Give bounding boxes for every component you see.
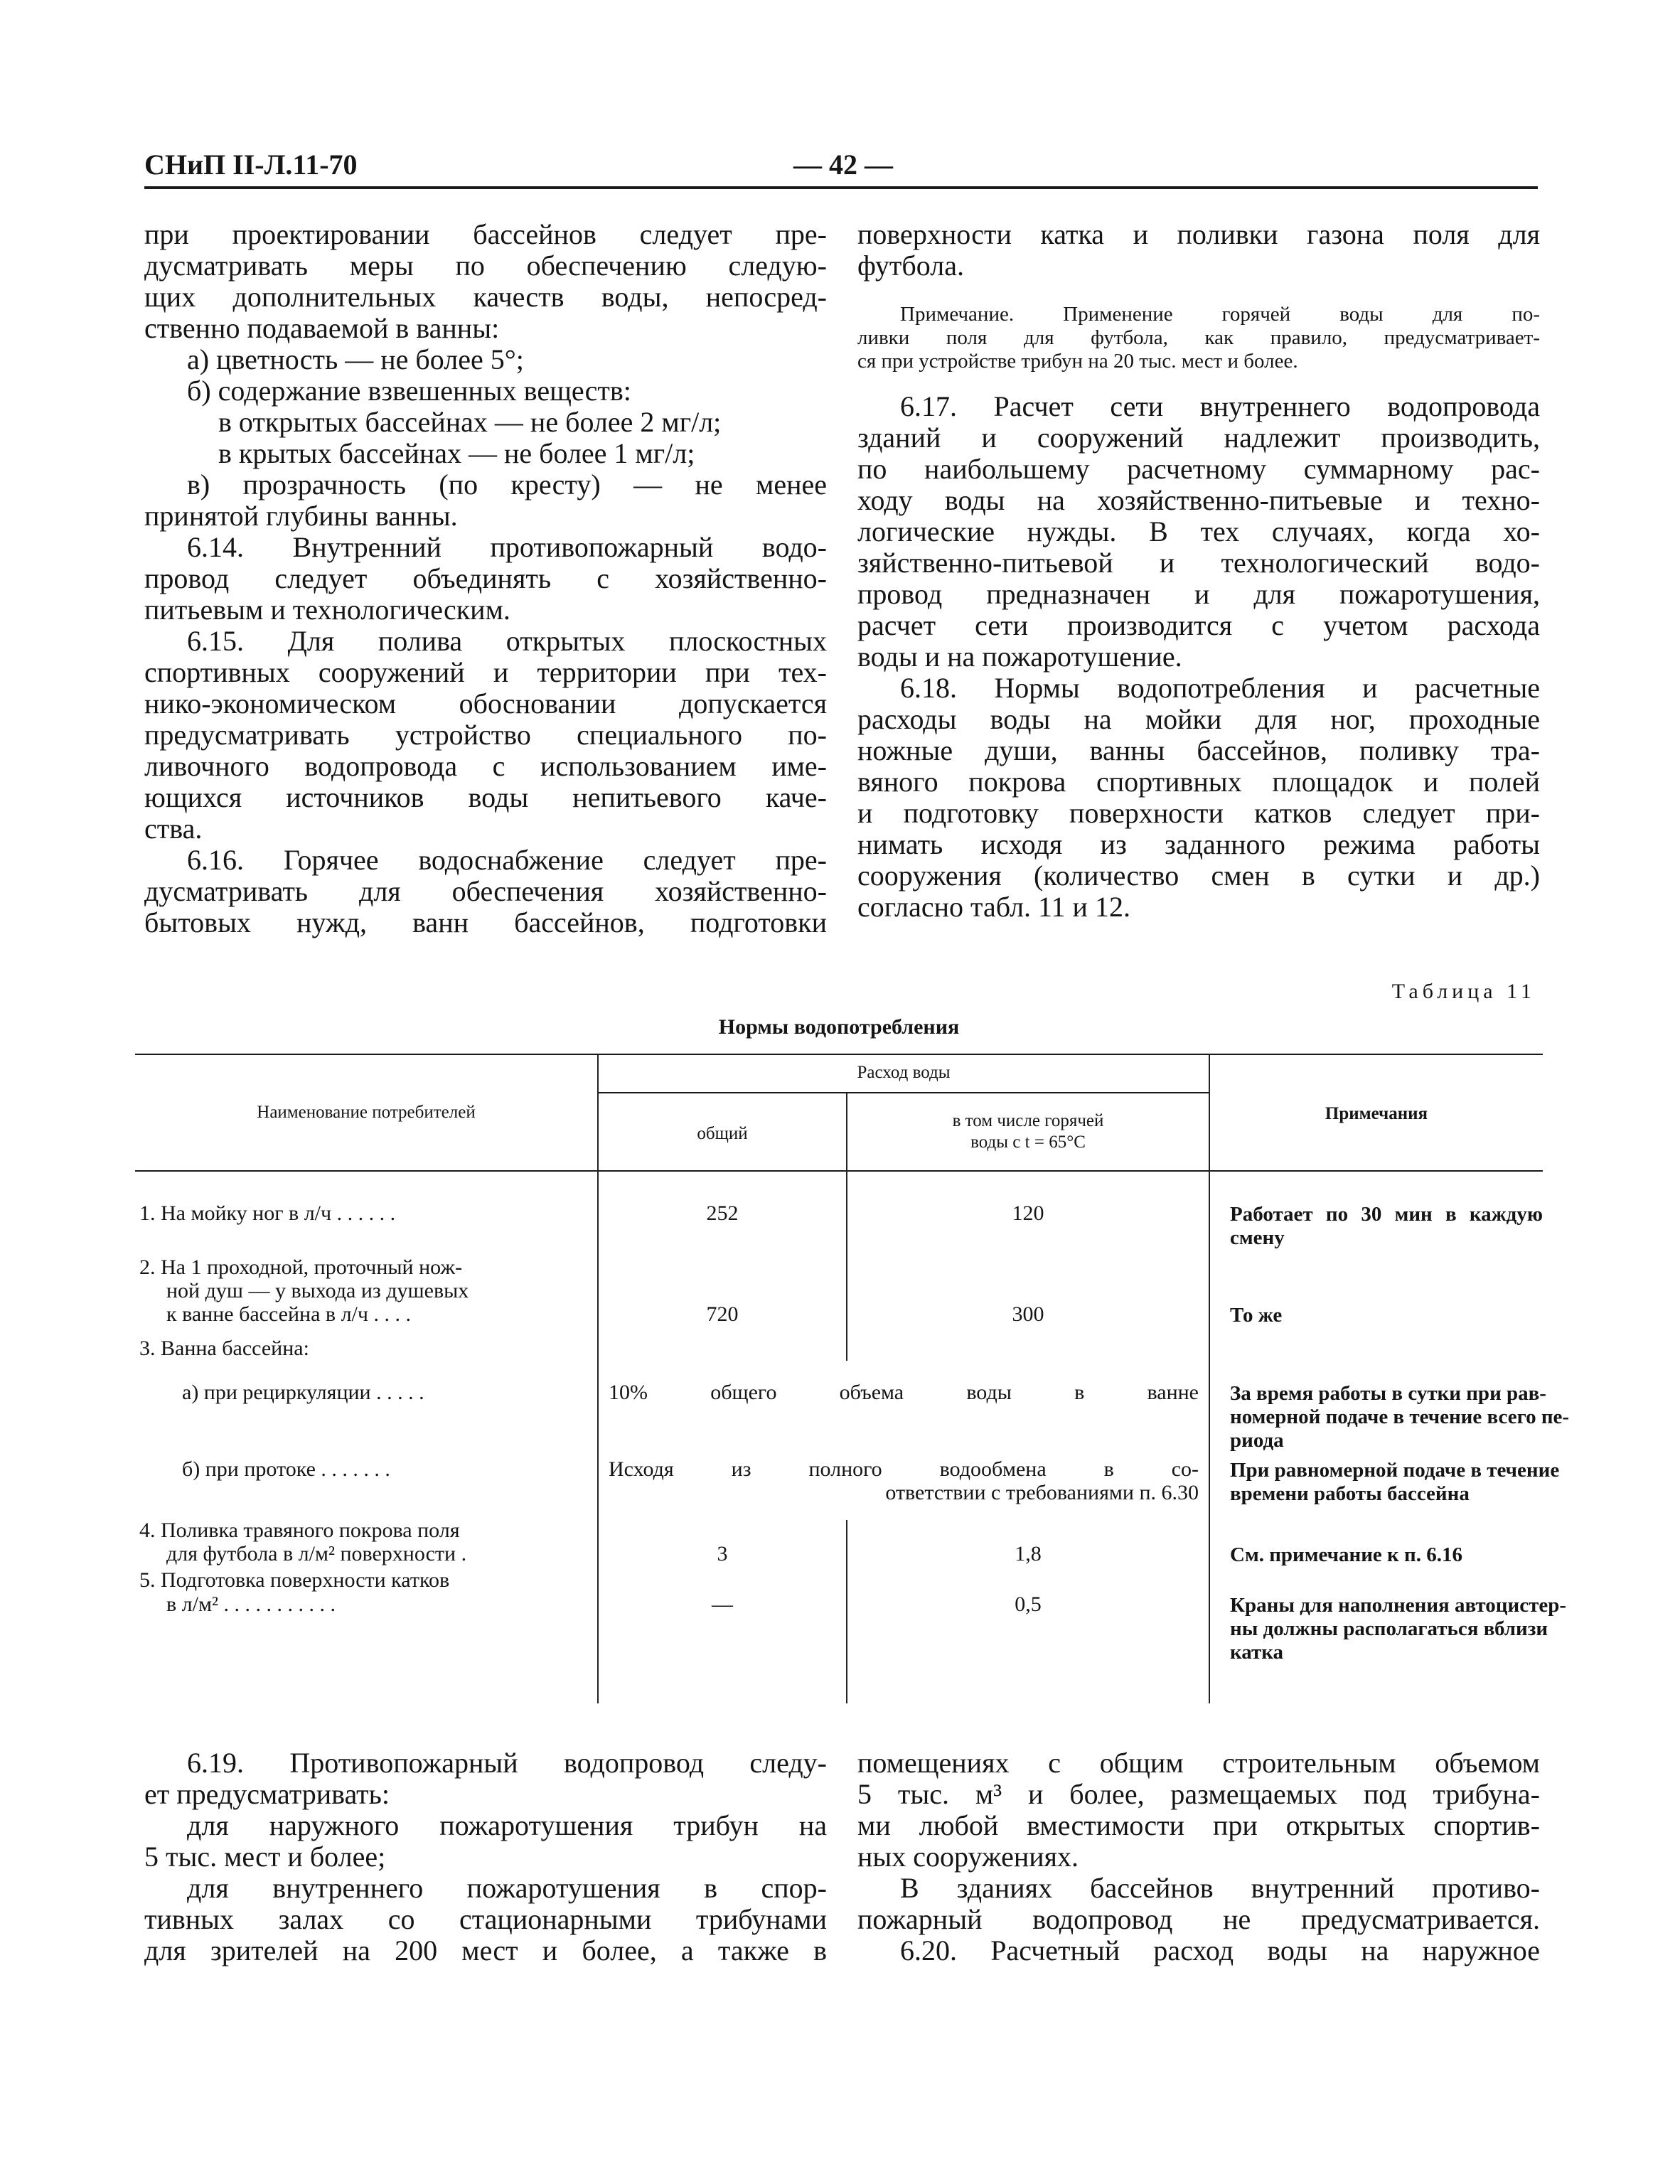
text-line: пожарный водопровод не предусматривается. <box>857 1903 1540 1935</box>
row1-note1: Работает по 30 мин в каждую <box>1230 1203 1543 1226</box>
section-6-20-heading: 6.20. Расчетный расход воды на наружное <box>900 1934 1540 1966</box>
document-code: СНиП II-Л.11-70 <box>144 149 358 181</box>
text-line: 5 тыс. мест и более; <box>144 1841 386 1873</box>
text-line: и подготовку поверхности катков следует при- <box>857 797 1540 829</box>
section-6-17-heading: 6.17. Расчет сети внутреннего водопровода <box>900 390 1540 422</box>
note-line: ливки поля для футбола, как правило, предусматривает- <box>857 326 1540 349</box>
text-line: ножные души, ванны бассейнов, поливку тра- <box>857 734 1540 766</box>
text-line: ми любой вместимости при открытых спортив- <box>857 1809 1540 1841</box>
text-line: вяного покрова спортивных площадок и полей <box>857 766 1540 798</box>
row3b-flow1: Исходя из полного водообмена в со- <box>609 1457 1199 1481</box>
note-line: ся при устройстве трибун на 20 тыс. мест и более. <box>857 350 1298 373</box>
row1-total: 252 <box>706 1201 739 1225</box>
row4-note: См. примечание к п. 6.16 <box>1230 1543 1462 1566</box>
page-number: — 42 — <box>793 149 893 181</box>
row4-name1: 4. Поливка травяного покрова поля <box>139 1519 460 1542</box>
text-line: ющихся источников воды непитьевого каче- <box>144 781 827 813</box>
row5-note1: Краны для наполнения автоцистер- <box>1230 1594 1566 1617</box>
text-line: расчет сети производится с учетом расхода <box>857 609 1540 641</box>
text-line: питьевым и технологическим. <box>144 594 510 626</box>
table-label: Таблица 11 <box>1391 980 1536 1003</box>
row5-name2: в л/м² . . . . . . . . . . . <box>166 1592 336 1616</box>
text-line: воды и на пожаротушение. <box>857 641 1182 673</box>
text-line: нико-экономическом обосновании допускается <box>144 687 827 719</box>
section-6-15-heading: 6.15. Для полива открытых плоскостных <box>187 625 827 657</box>
row3a-note3: риода <box>1230 1429 1284 1452</box>
row3b-flow2: ответствии с требованиями п. 6.30 <box>885 1481 1199 1504</box>
text-line: зданий и сооружений надлежит производить, <box>857 422 1540 454</box>
text-line: В зданиях бассейнов внутренний противо- <box>900 1872 1540 1904</box>
section-6-16-heading: 6.16. Горячее водоснабжение следует пре- <box>187 844 827 876</box>
table-title: Нормы водопотребления <box>718 1015 960 1039</box>
text-line: щих дополнительных качеств воды, непосред- <box>144 281 827 313</box>
text-line: дусматривать меры по обеспечению следую- <box>144 250 827 282</box>
row2-note: То же <box>1230 1304 1283 1327</box>
text-line: а) цветность — не более 5°; <box>187 343 524 375</box>
text-line: согласно табл. 11 и 12. <box>857 891 1130 923</box>
text-line: в открытых бассейнах — не более 2 мг/л; <box>218 406 722 438</box>
table-header-bottom-rule <box>135 1170 1543 1172</box>
row1-note2: смену <box>1230 1226 1285 1249</box>
text-line: предусматривать устройство специального по- <box>144 719 827 751</box>
table-divider <box>1209 1055 1210 1703</box>
text-line: помещениях с общим строительным объемом <box>857 1747 1540 1779</box>
text-line: провод предназначен и для пожаротушения, <box>857 578 1540 610</box>
section-6-19-heading: 6.19. Противопожарный водопровод следу- <box>187 1747 827 1779</box>
row3b-note2: времени работы бассейна <box>1230 1482 1470 1505</box>
table-subheader-rule <box>597 1092 1209 1093</box>
note-line: Примечание. Применение горячей воды для по- <box>900 303 1540 326</box>
text-line: 5 тыс. м³ и более, размещаемых под трибуна- <box>857 1778 1540 1810</box>
header-flow: Расход воды <box>857 1063 951 1082</box>
text-line: поверхности катка и поливки газона поля для <box>857 218 1540 250</box>
row5-name1: 5. Подготовка поверхности катков <box>139 1568 450 1592</box>
row5-hot: 0,5 <box>1015 1592 1042 1616</box>
row3a-note1: За время работы в сутки при рав- <box>1230 1382 1546 1405</box>
text-line: при проектировании бассейнов следует пре- <box>144 218 827 250</box>
row4-total: 3 <box>717 1542 728 1565</box>
text-line: ства. <box>144 813 203 845</box>
header-notes: Примечания <box>1325 1104 1428 1123</box>
text-line: б) содержание взвешенных веществ: <box>187 375 631 407</box>
text-line: бытовых нужд, ванн бассейнов, подготовки <box>144 906 827 938</box>
text-line: сооружения (количество смен в сутки и др.) <box>857 860 1540 892</box>
text-line: ет предусматривать: <box>144 1778 390 1810</box>
row3b-name: б) при протоке . . . . . . . <box>182 1457 390 1481</box>
header-total: общий <box>697 1124 748 1143</box>
row1-name: 1. На мойку ног в л/ч . . . . . . <box>139 1201 396 1225</box>
row4-name2: для футбола в л/м² поверхности . <box>166 1542 467 1565</box>
text-line: принятой глубины ванны. <box>144 500 458 532</box>
section-6-14-heading: 6.14. Внутренний противопожарный водо- <box>187 531 827 563</box>
text-line: по наибольшему расчетному суммарному рас- <box>857 453 1540 485</box>
text-line: ходу воды на хозяйственно-питьевые и техно- <box>857 484 1540 516</box>
row5-total: — <box>712 1592 733 1616</box>
text-line: провод следует объединять с хозяйственно- <box>144 562 827 594</box>
header-hot-line2: воды с t = 65°C <box>970 1133 1086 1152</box>
text-line: дусматривать для обеспечения хозяйственно- <box>144 875 827 907</box>
row5-note3: катка <box>1230 1641 1284 1664</box>
text-line: ственно подаваемой в ванны: <box>144 312 500 344</box>
text-line: тивных залах со стационарными трибунами <box>144 1903 827 1935</box>
header-consumer: Наименование потребителей <box>257 1103 476 1122</box>
text-line: в) прозрачность (по кресту) — не менее <box>187 469 827 500</box>
row2-total: 720 <box>706 1302 739 1326</box>
text-line: логические нужды. В тех случаях, когда хо- <box>857 515 1540 547</box>
text-line: футбола. <box>857 250 964 282</box>
row3a-note2: номерной подаче в течение всего пе- <box>1230 1406 1570 1428</box>
text-line: в крытых бассейнах — не более 1 мг/л; <box>218 437 695 469</box>
row2-name1: 2. На 1 проходной, проточный нож- <box>139 1256 463 1279</box>
text-line: ливочного водопровода с использованием име- <box>144 750 827 782</box>
row2-name3: к ванне бассейна в л/ч . . . . <box>166 1302 411 1326</box>
row4-hot: 1,8 <box>1015 1542 1042 1565</box>
text-line: расходы воды на мойки для ног, проходные <box>857 703 1540 735</box>
row2-name2: ной душ — у выхода из душевых <box>166 1279 469 1302</box>
row3a-name: а) при рециркуляции . . . . . <box>182 1381 424 1404</box>
row3-name: 3. Ванна бассейна: <box>139 1337 309 1360</box>
row3b-note1: При равномерной подаче в течение <box>1230 1459 1560 1482</box>
header-hot-line1: в том числе горячей <box>952 1111 1104 1130</box>
text-line: зяйственно-питьевой и технологический водо- <box>857 547 1540 579</box>
row5-note2: ны должны располагаться вблизи <box>1230 1617 1548 1640</box>
text-line: для зрителей на 200 мест и более, а также в <box>144 1934 827 1966</box>
section-6-18-heading: 6.18. Нормы водопотребления и расчетные <box>900 672 1540 704</box>
text-line: нимать исходя из заданного режима работы <box>857 828 1540 860</box>
text-line: ных сооружениях. <box>857 1841 1079 1873</box>
text-line: спортивных сооружений и территории при тех- <box>144 656 827 688</box>
text-line: для внутреннего пожаротушения в спор- <box>187 1872 827 1904</box>
row3a-flow: 10% общего объема воды в ванне <box>609 1381 1199 1404</box>
table-top-rule <box>135 1054 1543 1055</box>
row1-hot: 120 <box>1012 1201 1044 1225</box>
text-line: для наружного пожаротушения трибун на <box>187 1809 827 1841</box>
row2-hot: 300 <box>1012 1302 1044 1326</box>
